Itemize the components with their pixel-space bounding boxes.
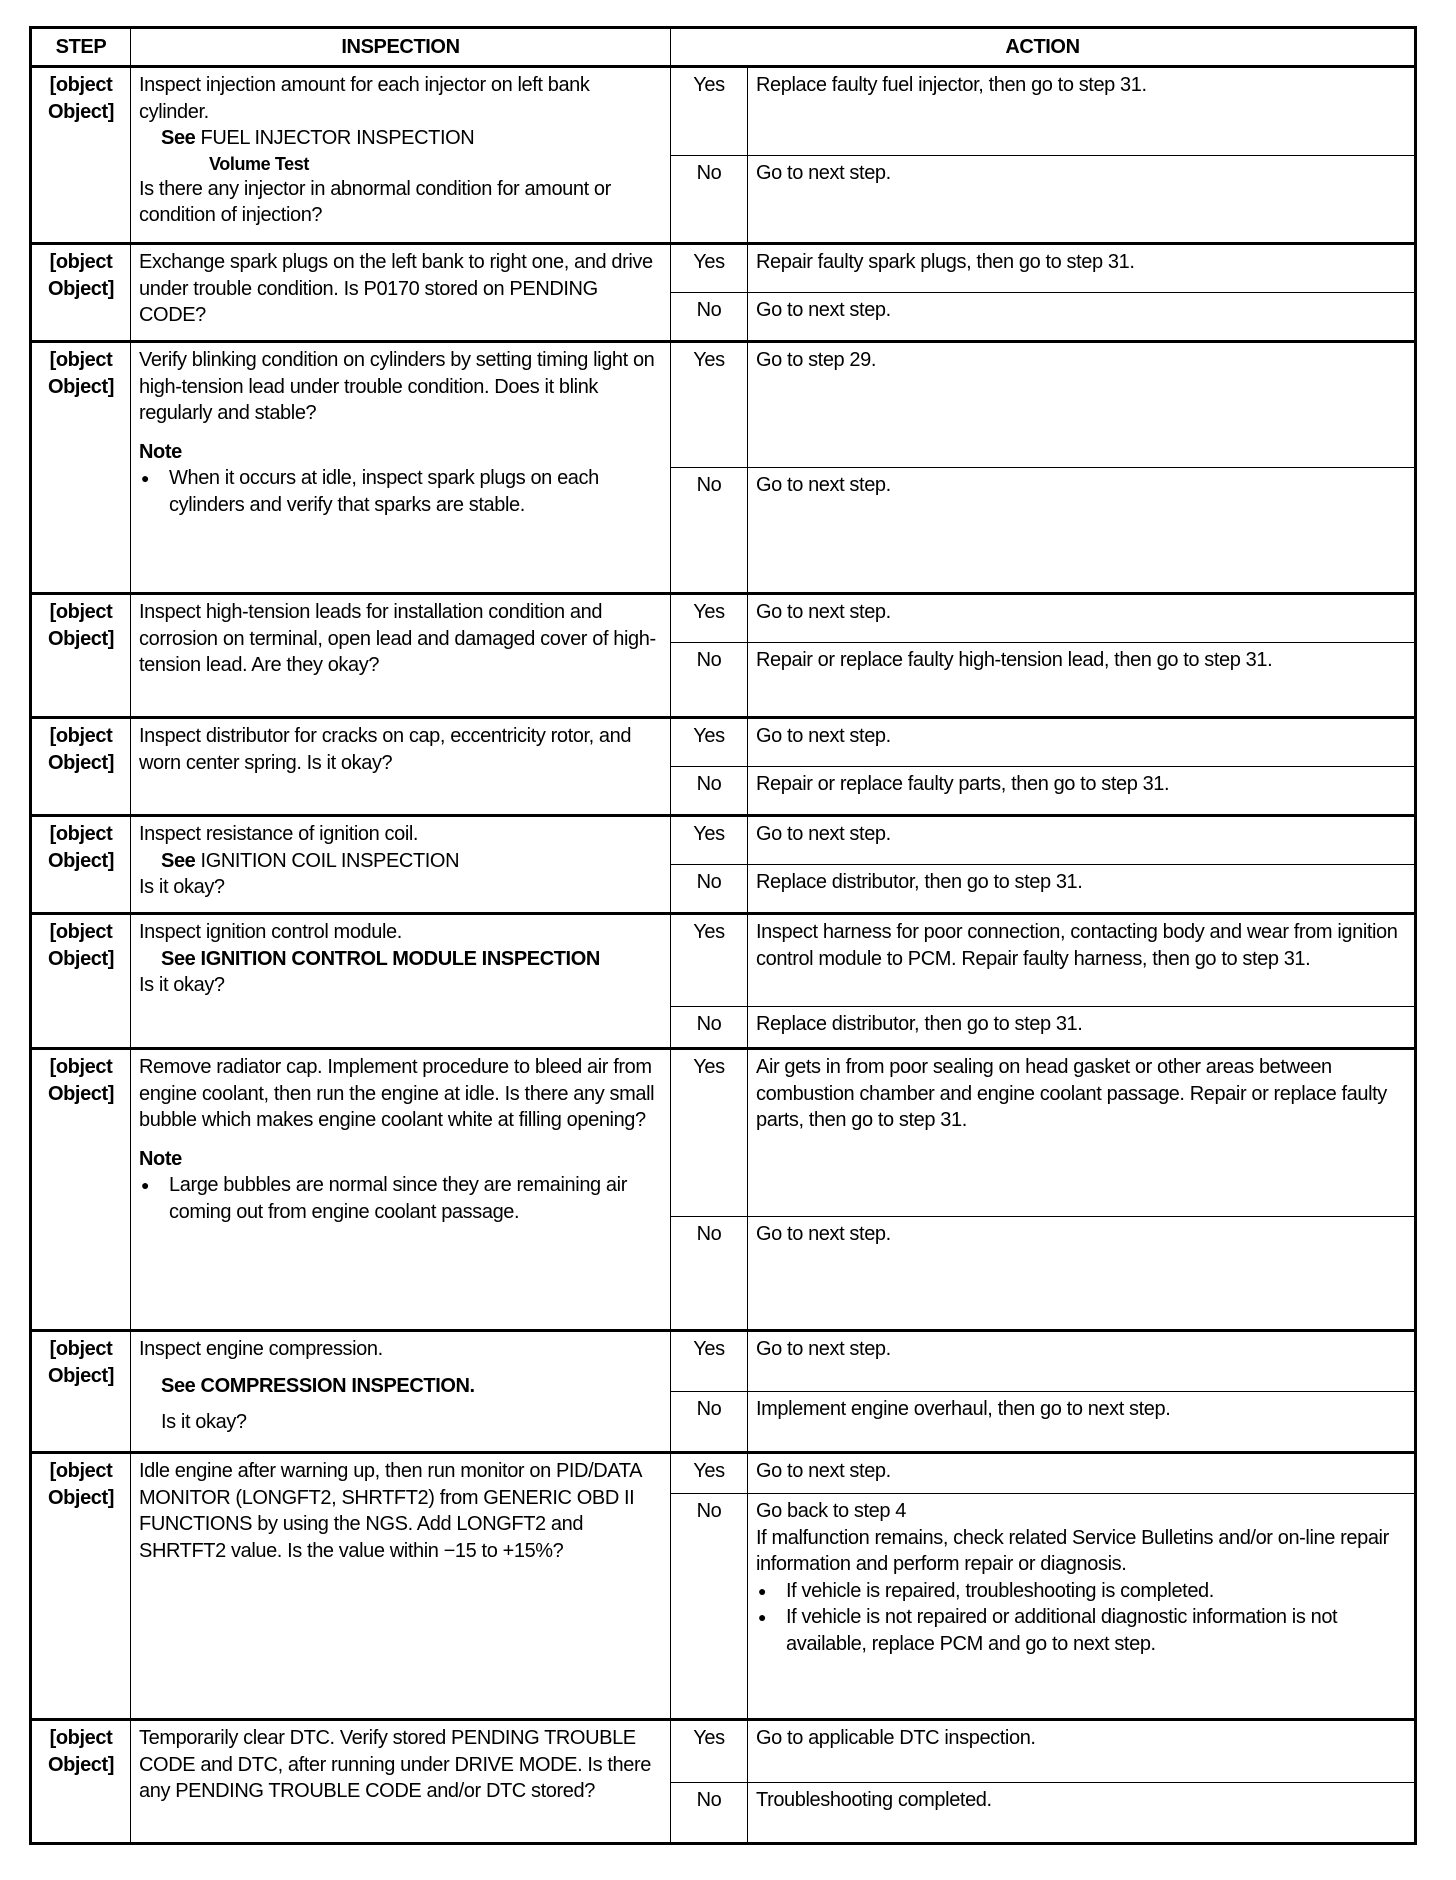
- paragraph: Go to step 29.: [756, 349, 877, 371]
- no-action-cell: [748, 1392, 1416, 1453]
- paragraph: Repair or replace faulty high-tension lead, then go to step 31.: [756, 649, 1273, 671]
- table-row: [31, 244, 1416, 293]
- step-number: [object Object]: [31, 914, 131, 1049]
- yes-label: Yes: [671, 1331, 748, 1392]
- no-action-cell: [748, 293, 1416, 342]
- bullet-item: ● Large bubbles are normal since they are remaining air coming out from engine coolant passage.: [139, 1172, 662, 1225]
- no-action-cell: [748, 1007, 1416, 1049]
- step-number: [object Object]: [31, 594, 131, 718]
- paragraph: Inspect engine compression.: [139, 1338, 383, 1360]
- table-row: [31, 1049, 1416, 1217]
- paragraph: Go to next step.: [756, 823, 891, 845]
- no-label: No: [671, 865, 748, 914]
- see-reference: [161, 946, 662, 973]
- yes-action-cell: [748, 342, 1416, 468]
- table-row: [31, 816, 1416, 865]
- paragraph: Go to next step.: [756, 1460, 891, 1482]
- no-action-cell: [748, 468, 1416, 594]
- table-row: [31, 1331, 1416, 1392]
- yes-label: Yes: [671, 1720, 748, 1783]
- inspection-cell: [131, 816, 671, 914]
- yes-label: Yes: [671, 816, 748, 865]
- header-inspection: INSPECTION: [131, 28, 671, 67]
- paragraph: Go to next step.: [756, 601, 891, 623]
- inspection-cell: [131, 1331, 671, 1453]
- see-label: See COMPRESSION INSPECTION.: [161, 1374, 475, 1397]
- paragraph: Inspect high-tension leads for installation condition and corrosion on terminal, open lead and damaged cover of high-tension lead. Are they okay?: [139, 601, 656, 676]
- paragraph: Idle engine after warning up, then run monitor on PID/DATA MONITOR (LONGFT2, SHRTFT2) from GENERIC OBD II FUNCTIONS by using the NGS. Add LONGFT2 and SHRTFT2 value. Is the value within −15 to +15%?: [139, 1460, 641, 1562]
- paragraph: Go to next step.: [756, 725, 891, 747]
- no-label: No: [671, 1007, 748, 1049]
- inspection-cell: [131, 1453, 671, 1720]
- step-number: [object Object]: [31, 1049, 131, 1331]
- no-action-cell: [748, 767, 1416, 816]
- paragraph: Go to next step.: [756, 162, 891, 184]
- paragraph: Go to next step.: [756, 1338, 891, 1360]
- table-row: [31, 1720, 1416, 1783]
- see-reference: [161, 848, 662, 875]
- yes-label: Yes: [671, 718, 748, 767]
- paragraph: Is it okay?: [139, 974, 225, 996]
- troubleshooting-table: [29, 26, 1417, 1845]
- yes-action-cell: [748, 67, 1416, 156]
- header-action: ACTION: [671, 28, 1416, 67]
- inspection-cell: [131, 718, 671, 816]
- see-target: Is it okay?: [161, 1411, 247, 1433]
- see-label: See: [161, 849, 196, 872]
- step-number: [object Object]: [31, 718, 131, 816]
- no-label: No: [671, 643, 748, 718]
- yes-label: Yes: [671, 1049, 748, 1217]
- bullet-item: ● If vehicle is repaired, troubleshooting is completed.: [756, 1578, 1406, 1605]
- step-number: [object Object]: [31, 342, 131, 594]
- no-action-cell: [748, 643, 1416, 718]
- yes-action-cell: [748, 914, 1416, 1007]
- step-number: [object Object]: [31, 816, 131, 914]
- table-row: [31, 342, 1416, 468]
- see-label: See: [161, 127, 196, 149]
- step-number: [object Object]: [31, 67, 131, 244]
- inspection-cell: [131, 594, 671, 718]
- paragraph: Repair or replace faulty parts, then go to step 31.: [756, 773, 1170, 795]
- no-label: No: [671, 1783, 748, 1844]
- paragraph: Go to next step.: [756, 1223, 891, 1245]
- yes-action-cell: [748, 1453, 1416, 1494]
- table-row: [31, 914, 1416, 1007]
- paragraph: Air gets in from poor sealing on head gasket or other areas between combustion chamber and engine coolant passage. Repair or replace faulty parts, then go to step 31.: [756, 1056, 1387, 1131]
- table-row: [31, 718, 1416, 767]
- yes-label: Yes: [671, 594, 748, 643]
- yes-label: Yes: [671, 67, 748, 156]
- sub-reference: Volume Test: [209, 153, 309, 174]
- no-label: No: [671, 293, 748, 342]
- yes-label: Yes: [671, 244, 748, 293]
- no-label: No: [671, 468, 748, 594]
- no-label: No: [671, 1217, 748, 1331]
- yes-label: Yes: [671, 1453, 748, 1494]
- see-target: IGNITION COIL INSPECTION: [195, 849, 460, 872]
- no-action-cell: [748, 865, 1416, 914]
- yes-action-cell: [748, 1049, 1416, 1217]
- paragraph: Troubleshooting completed.: [756, 1789, 992, 1811]
- paragraph: Repair faulty spark plugs, then go to step 31.: [756, 251, 1135, 273]
- bullet-item: ● When it occurs at idle, inspect spark plugs on each cylinders and verify that sparks are stable.: [139, 465, 662, 518]
- paragraph: Inspect injection amount for each injector on left bank cylinder.: [139, 74, 590, 123]
- inspection-cell: [131, 244, 671, 342]
- paragraph: Exchange spark plugs on the left bank to right one, and drive under trouble condition. Is P0170 stored on PENDING CODE?: [139, 251, 653, 326]
- paragraph: Inspect distributor for cracks on cap, eccentricity rotor, and worn center spring. Is it okay?: [139, 725, 632, 774]
- see-reference: [161, 1409, 662, 1436]
- no-action-cell: [748, 156, 1416, 244]
- paragraph: Replace distributor, then go to step 31.: [756, 1013, 1083, 1035]
- see-reference: [161, 1373, 662, 1400]
- paragraph: Is it okay?: [139, 876, 225, 898]
- yes-action-cell: [748, 718, 1416, 767]
- paragraph: If malfunction remains, check related Service Bulletins and/or on-line repair information and perform repair or diagnosis.: [756, 1526, 1389, 1575]
- note-heading: Note: [139, 1147, 182, 1170]
- no-label: No: [671, 1392, 748, 1453]
- yes-label: Yes: [671, 914, 748, 1007]
- inspection-cell: [131, 1049, 671, 1331]
- paragraph: Inspect ignition control module.: [139, 921, 402, 943]
- paragraph: Replace distributor, then go to step 31.: [756, 871, 1083, 893]
- yes-action-cell: [748, 816, 1416, 865]
- paragraph: Temporarily clear DTC. Verify stored PENDING TROUBLE CODE and DTC, after running under DRIVE MODE. Is there any PENDING TROUBLE CODE and/or DTC stored?: [139, 1727, 651, 1802]
- see-label: See IGNITION CONTROL MODULE INSPECTION: [161, 947, 600, 970]
- no-action-cell: [748, 1217, 1416, 1331]
- table-row: [31, 594, 1416, 643]
- paragraph: Go to next step.: [756, 474, 891, 496]
- header-step: STEP: [31, 28, 131, 67]
- paragraph: Inspect harness for poor connection, contacting body and wear from ignition control module to PCM. Repair faulty harness, then go to step 31.: [756, 921, 1398, 970]
- paragraph: Inspect resistance of ignition coil.: [139, 823, 419, 845]
- paragraph: Remove radiator cap. Implement procedure to bleed air from engine coolant, then run the engine at idle. Is there any small bubble which makes engine coolant white at filling opening?: [139, 1056, 655, 1131]
- see-reference: [161, 125, 662, 152]
- table-row: [31, 67, 1416, 156]
- paragraph: Is there any injector in abnormal condition for amount or condition of injection?: [139, 177, 611, 226]
- bullet-item: ● If vehicle is not repaired or additional diagnostic information is not available, replace PCM and go to next step.: [756, 1604, 1406, 1657]
- no-action-cell: [748, 1783, 1416, 1844]
- yes-action-cell: [748, 1720, 1416, 1783]
- inspection-cell: [131, 67, 671, 244]
- step-number: [object Object]: [31, 244, 131, 342]
- paragraph: Go back to step 4: [756, 1500, 906, 1522]
- table-header-row: [31, 28, 1416, 67]
- paragraph: Replace faulty fuel injector, then go to step 31.: [756, 74, 1147, 96]
- yes-action-cell: [748, 244, 1416, 293]
- yes-label: Yes: [671, 342, 748, 468]
- inspection-cell: [131, 1720, 671, 1844]
- paragraph: Implement engine overhaul, then go to next step.: [756, 1398, 1171, 1420]
- yes-action-cell: [748, 594, 1416, 643]
- step-number: [object Object]: [31, 1331, 131, 1453]
- step-number: [object Object]: [31, 1720, 131, 1844]
- see-target: FUEL INJECTOR INSPECTION: [195, 127, 475, 149]
- inspection-cell: [131, 342, 671, 594]
- yes-action-cell: [748, 1331, 1416, 1392]
- paragraph: Go to applicable DTC inspection.: [756, 1727, 1036, 1749]
- step-number: [object Object]: [31, 1453, 131, 1720]
- paragraph: Verify blinking condition on cylinders by setting timing light on high-tension lead under trouble condition. Does it blink regularly and stable?: [139, 349, 655, 424]
- no-action-cell: [748, 1494, 1416, 1720]
- table-body: [31, 67, 1416, 1844]
- no-label: No: [671, 767, 748, 816]
- paragraph: Go to next step.: [756, 299, 891, 321]
- no-label: No: [671, 156, 748, 244]
- table-row: [31, 1453, 1416, 1494]
- inspection-cell: [131, 914, 671, 1049]
- note-heading: Note: [139, 440, 182, 463]
- no-label: No: [671, 1494, 748, 1720]
